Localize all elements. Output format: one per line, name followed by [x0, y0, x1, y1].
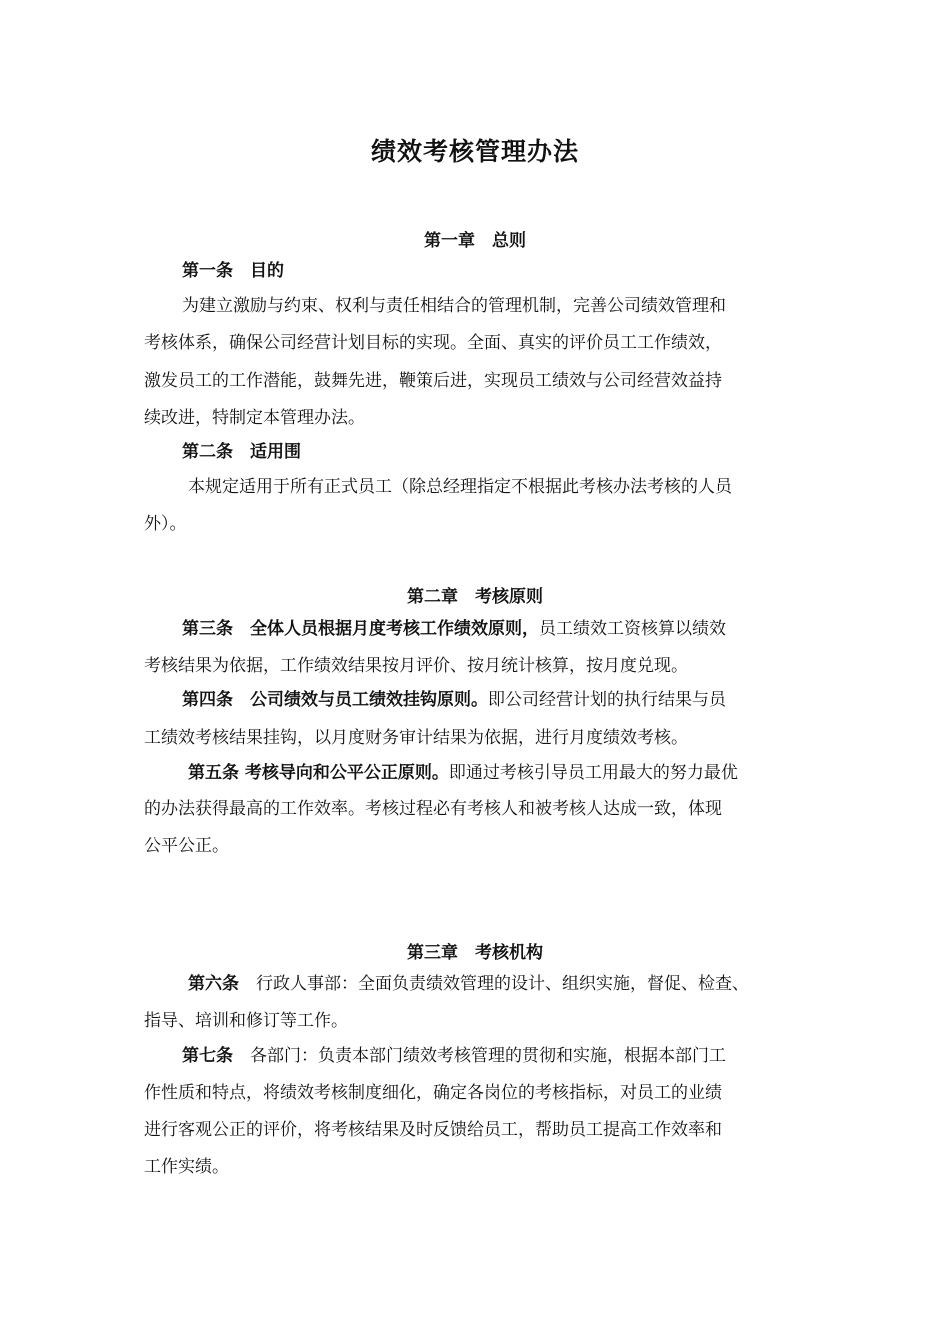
article-7-line-1 [182, 1045, 726, 1067]
chapter-3-heading: 第三章 考核机构 [407, 943, 543, 963]
article-5-line-1 [188, 762, 738, 784]
article-3-bold: 第三条 全体人员根据月度考核工作绩效原则， [182, 619, 539, 639]
article-1-line-4: 续改进，特制定本管理办法。 [144, 408, 365, 428]
article-6-text: 行政人事部：全面负责绩效管理的设计、组织实施，督促、检查、 [239, 974, 749, 994]
article-6-bold: 第六条 [188, 974, 239, 994]
article-3-text: 员工绩效工资核算以绩效 [539, 619, 726, 639]
chapter-1-heading: 第一章 总则 [424, 231, 526, 251]
article-4-line-1 [182, 689, 726, 711]
article-7-line-2: 作性质和特点，将绩效考核制度细化，确定各岗位的考核指标，对员工的业绩 [144, 1083, 722, 1103]
article-1-line-1: 为建立激励与约束、权利与责任相结合的管理机制，完善公司绩效管理和 [182, 296, 726, 316]
article-2-line-1: 本规定适用于所有正式员工（除总经理指定不根据此考核办法考核的人员 [188, 477, 732, 497]
article-1-heading: 第一条 目的 [182, 261, 284, 281]
article-6-line-2: 指导、培训和修订等工作。 [144, 1011, 348, 1031]
article-7-bold: 第七条 [182, 1046, 233, 1066]
article-1-line-2: 考核体系，确保公司经营计划目标的实现。全面、真实的评价员工工作绩效， [144, 333, 722, 353]
article-2-heading: 第二条 适用围 [182, 442, 301, 462]
article-5-line-3: 公平公正。 [144, 836, 229, 856]
article-3-line-2: 考核结果为依据，工作绩效结果按月评价、按月统计核算，按月度兑现。 [144, 656, 688, 676]
article-5-line-2: 的办法获得最高的工作效率。考核过程必有考核人和被考核人达成一致，体现 [144, 799, 722, 819]
article-1-line-3: 激发员工的工作潜能，鼓舞先进，鞭策后进，实现员工绩效与公司经营效益持 [144, 371, 722, 391]
article-6-line-1 [188, 973, 749, 995]
chapter-2-heading: 第二章 考核原则 [407, 587, 543, 607]
article-4-bold: 第四条 公司绩效与员工绩效挂钩原则。 [182, 690, 488, 710]
article-7-line-3: 进行客观公正的评价，将考核结果及时反馈给员工，帮助员工提高工作效率和 [144, 1120, 722, 1140]
article-4-text: 即公司经营计划的执行结果与员 [488, 690, 726, 710]
article-3-line-1 [182, 618, 726, 640]
article-5-bold: 第五条 考核导向和公平公正原则。 [188, 763, 449, 783]
article-7-text: 各部门：负责本部门绩效考核管理的贯彻和实施，根据本部门工 [233, 1046, 726, 1066]
article-7-line-4: 工作实绩。 [144, 1157, 229, 1177]
article-4-line-2: 工绩效考核结果挂钩，以月度财务审计结果为依据，进行月度绩效考核。 [144, 728, 688, 748]
article-5-text: 即通过考核引导员工用最大的努力最优 [448, 763, 738, 783]
article-2-line-2: 外）。 [144, 514, 187, 534]
document-title: 绩效考核管理办法 [370, 137, 579, 166]
